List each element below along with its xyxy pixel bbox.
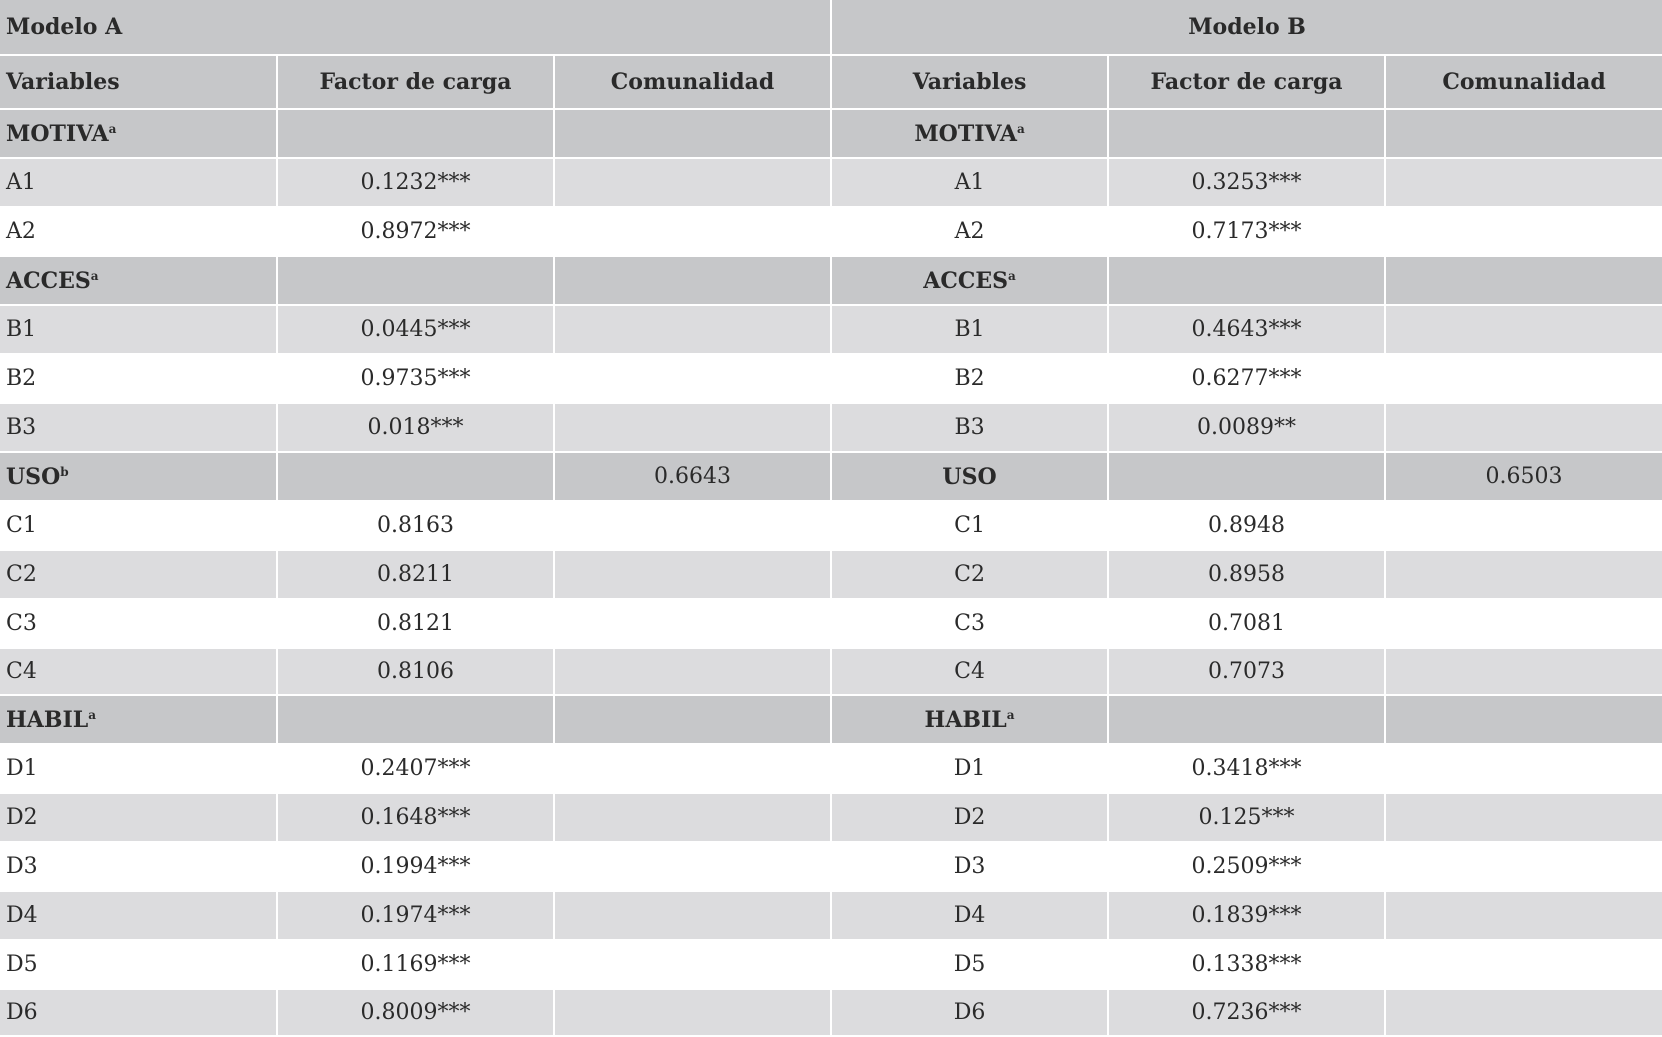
model-a-comunalidad-cell <box>554 793 831 842</box>
model-b-variable-cell: D4 <box>831 891 1108 940</box>
model-b-group-factor-empty <box>1108 109 1385 158</box>
model-a-factor-cell: 0.8211 <box>277 550 554 599</box>
model-b-factor-cell: 0.7073 <box>1108 648 1385 695</box>
model-a-variable-cell: D1 <box>0 744 277 793</box>
model-a-factor-cell: 0.018*** <box>277 403 554 452</box>
model-a-group-comunalidad-empty <box>554 256 831 305</box>
model-b-comunalidad-cell <box>1385 354 1662 403</box>
model-b-factor-cell: 0.7236*** <box>1108 989 1385 1036</box>
table-row <box>0 501 1662 550</box>
model-a-factor-cell: 0.1232*** <box>277 158 554 207</box>
model-b-factor-cell: 0.7173*** <box>1108 207 1385 256</box>
table-row <box>0 354 1662 403</box>
model-b-variable-cell: D5 <box>831 940 1108 989</box>
model-a-group-factor-empty <box>277 109 554 158</box>
model-b-comunalidad-cell <box>1385 158 1662 207</box>
table-row <box>0 305 1662 354</box>
model-b-variable-cell: D2 <box>831 793 1108 842</box>
table-row <box>0 207 1662 256</box>
model-b-group-factor-empty <box>1108 695 1385 744</box>
model-b-comunalidad-cell <box>1385 989 1662 1036</box>
group-row-uso <box>0 452 1662 501</box>
model-b-group-label: USO <box>831 452 1108 501</box>
model-b-group-factor-empty <box>1108 256 1385 305</box>
model-b-comunalidad-cell <box>1385 599 1662 648</box>
model-a-group-label: MOTIVA$^a$ <box>0 109 277 158</box>
model-a-group-factor-empty <box>277 695 554 744</box>
model-b-factor-cell: 0.3418*** <box>1108 744 1385 793</box>
model-b-variable-cell: C4 <box>831 648 1108 695</box>
model-a-factor-cell: 0.1648*** <box>277 793 554 842</box>
model-a-comunalidad-cell <box>554 550 831 599</box>
model-b-variable-cell: D6 <box>831 989 1108 1036</box>
model-b-group-comunalidad-empty <box>1385 109 1662 158</box>
model-b-variable-cell: D3 <box>831 842 1108 891</box>
model-a-variables-header: Variables <box>0 55 277 109</box>
model-a-variable-cell: D2 <box>0 793 277 842</box>
model-b-factor-cell: 0.4643*** <box>1108 305 1385 354</box>
model-b-variable-cell: B1 <box>831 305 1108 354</box>
model-a-comunalidad-cell <box>554 599 831 648</box>
model-b-variable-cell: D1 <box>831 744 1108 793</box>
model-b-comunalidad-cell <box>1385 842 1662 891</box>
table-row <box>0 891 1662 940</box>
model-a-factor-cell: 0.8106 <box>277 648 554 695</box>
model-a-uso-comunalidad: 0.6643 <box>554 452 831 501</box>
model-b-variable-cell: C3 <box>831 599 1108 648</box>
model-a-group-factor-empty <box>277 452 554 501</box>
model-a-variable-cell: C3 <box>0 599 277 648</box>
model-b-factor-cell: 0.8948 <box>1108 501 1385 550</box>
model-a-variable-cell: D3 <box>0 842 277 891</box>
model-b-group-label: HABIL$^a$ <box>831 695 1108 744</box>
model-b-comunalidad-cell <box>1385 940 1662 989</box>
model-b-factor-cell: 0.125*** <box>1108 793 1385 842</box>
model-b-factor-cell: 0.1338*** <box>1108 940 1385 989</box>
model-a-factor-cell: 0.8009*** <box>277 989 554 1036</box>
model-b-comunalidad-cell <box>1385 207 1662 256</box>
model-a-factor-cell: 0.1974*** <box>277 891 554 940</box>
model-b-factor-cell: 0.8958 <box>1108 550 1385 599</box>
model-title-row <box>0 0 1662 55</box>
model-b-comunalidad-header: Comunalidad <box>1385 55 1662 109</box>
model-a-factor-cell: 0.8121 <box>277 599 554 648</box>
model-a-variable-cell: D6 <box>0 989 277 1036</box>
table-row <box>0 989 1662 1036</box>
model-b-factor-cell: 0.2509*** <box>1108 842 1385 891</box>
model-a-factor-cell: 0.2407*** <box>277 744 554 793</box>
model-a-comunalidad-cell <box>554 207 831 256</box>
group-row-acces <box>0 256 1662 305</box>
model-b-comunalidad-cell <box>1385 891 1662 940</box>
model-a-factor-header: Factor de carga <box>277 55 554 109</box>
model-b-comunalidad-cell <box>1385 793 1662 842</box>
model-b-comunalidad-cell <box>1385 305 1662 354</box>
model-b-factor-cell: 0.3253*** <box>1108 158 1385 207</box>
model-b-factor-cell: 0.6277*** <box>1108 354 1385 403</box>
model-b-comunalidad-cell <box>1385 501 1662 550</box>
model-a-group-comunalidad-empty <box>554 695 831 744</box>
model-a-variable-cell: B3 <box>0 403 277 452</box>
table-row <box>0 403 1662 452</box>
table-row <box>0 744 1662 793</box>
model-b-group-comunalidad-empty <box>1385 695 1662 744</box>
model-b-variable-cell: B3 <box>831 403 1108 452</box>
model-b-group-comunalidad-empty <box>1385 256 1662 305</box>
model-b-variable-cell: A2 <box>831 207 1108 256</box>
model-b-comunalidad-cell <box>1385 550 1662 599</box>
model-b-comunalidad-cell <box>1385 648 1662 695</box>
model-a-variable-cell: A1 <box>0 158 277 207</box>
model-b-factor-cell: 0.0089** <box>1108 403 1385 452</box>
model-a-group-label: HABIL$^a$ <box>0 695 277 744</box>
model-a-variable-cell: D5 <box>0 940 277 989</box>
model-a-comunalidad-cell <box>554 744 831 793</box>
group-row-habil <box>0 695 1662 744</box>
model-a-comunalidad-cell <box>554 940 831 989</box>
model-b-variable-cell: C1 <box>831 501 1108 550</box>
model-b-variable-cell: A1 <box>831 158 1108 207</box>
model-a-factor-cell: 0.0445*** <box>277 305 554 354</box>
table-row <box>0 158 1662 207</box>
model-a-factor-cell: 0.8163 <box>277 501 554 550</box>
model-b-variable-cell: B2 <box>831 354 1108 403</box>
model-b-factor-cell: 0.7081 <box>1108 599 1385 648</box>
model-a-comunalidad-cell <box>554 989 831 1036</box>
model-b-factor-cell: 0.1839*** <box>1108 891 1385 940</box>
model-a-factor-cell: 0.1169*** <box>277 940 554 989</box>
model-b-variable-cell: C2 <box>831 550 1108 599</box>
model-a-comunalidad-cell <box>554 842 831 891</box>
model-a-variable-cell: A2 <box>0 207 277 256</box>
model-a-group-label: USO$^b$ <box>0 452 277 501</box>
model-a-factor-cell: 0.1994*** <box>277 842 554 891</box>
model-a-variable-cell: C2 <box>0 550 277 599</box>
group-row-motiva <box>0 109 1662 158</box>
model-a-comunalidad-cell <box>554 158 831 207</box>
table-row <box>0 599 1662 648</box>
model-a-comunalidad-cell <box>554 403 831 452</box>
model-a-comunalidad-cell <box>554 648 831 695</box>
table-row <box>0 648 1662 695</box>
table-row <box>0 550 1662 599</box>
model-a-group-factor-empty <box>277 256 554 305</box>
model-a-comunalidad-cell <box>554 305 831 354</box>
model-b-comunalidad-cell <box>1385 744 1662 793</box>
model-b-comunalidad-cell <box>1385 403 1662 452</box>
model-a-factor-cell: 0.9735*** <box>277 354 554 403</box>
model-a-variable-cell: B1 <box>0 305 277 354</box>
model-a-comunalidad-header: Comunalidad <box>554 55 831 109</box>
column-header-row <box>0 55 1662 109</box>
table-row <box>0 793 1662 842</box>
model-a-group-comunalidad-empty <box>554 109 831 158</box>
model-b-variables-header: Variables <box>831 55 1108 109</box>
table-row <box>0 940 1662 989</box>
model-a-title: Modelo A <box>0 0 831 55</box>
model-b-uso-comunalidad: 0.6503 <box>1385 452 1662 501</box>
model-b-group-factor-empty <box>1108 452 1385 501</box>
table-row <box>0 842 1662 891</box>
model-a-group-label: ACCES$^a$ <box>0 256 277 305</box>
model-b-factor-header: Factor de carga <box>1108 55 1385 109</box>
model-a-comunalidad-cell <box>554 501 831 550</box>
model-b-group-label: MOTIVA$^a$ <box>831 109 1108 158</box>
model-a-variable-cell: C1 <box>0 501 277 550</box>
model-a-comunalidad-cell <box>554 354 831 403</box>
model-a-variable-cell: D4 <box>0 891 277 940</box>
model-a-factor-cell: 0.8972*** <box>277 207 554 256</box>
model-a-variable-cell: C4 <box>0 648 277 695</box>
model-a-variable-cell: B2 <box>0 354 277 403</box>
model-b-title: Modelo B <box>831 0 1662 55</box>
model-b-group-label: ACCES$^a$ <box>831 256 1108 305</box>
model-a-comunalidad-cell <box>554 891 831 940</box>
